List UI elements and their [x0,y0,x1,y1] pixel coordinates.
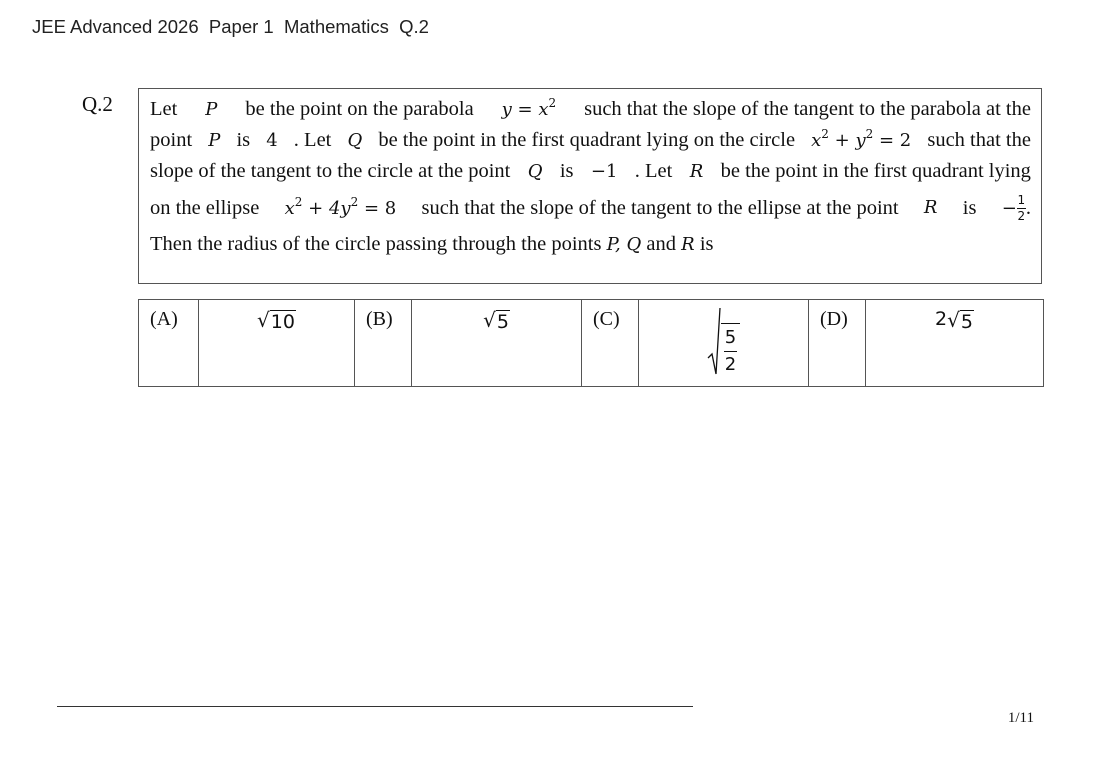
question-line-4: on the ellipse $x^2 + 4y^2 = 8$ such that the slope of the tangent to the ellipse at the point R is − $\frac{1}{2}$ . [150,193,1031,224]
option-a-label[interactable]: (A) [139,300,199,387]
option-d-value[interactable]: 2 √ 5 [866,300,1044,387]
option-d-label[interactable]: (D) [809,300,866,387]
question-line-2: point P is 4 . Let Q be the point in the first quadrant lying on the circle $x^2 + y^2 = 2$ such that the [150,127,1031,151]
option-b-value[interactable]: √ 5 [412,300,582,387]
question-number: Q.2 [82,92,113,116]
question-line-3: slope of the tangent to the circle at the point Q is −1 . Let R be the point in the first quadrant lying [150,160,1031,182]
question-text-box [138,88,1042,284]
option-c-label[interactable]: (C) [582,300,639,387]
page-header-title: JEE Advanced 2026 Paper 1 Mathematics Q.2 [32,16,429,37]
page-number: 1/11 [1007,710,1034,726]
option-c-value[interactable]: 5 2 [639,300,809,387]
footer-divider [57,706,693,707]
option-b-label[interactable]: (B) [355,300,412,387]
fraction-one-half: $\frac{1}{2}$ [1017,193,1026,224]
question-line-1: Let P be the point on the parabola $y = x^2$ such that the slope of the tangent to the parabola at the [150,96,1031,120]
question-line-5: Then the radius of the circle passing through the points P, Q and R is [150,233,714,255]
radical-sign-icon [707,308,721,376]
options-table [138,299,1044,387]
option-a-value[interactable]: √ 10 [199,300,355,387]
